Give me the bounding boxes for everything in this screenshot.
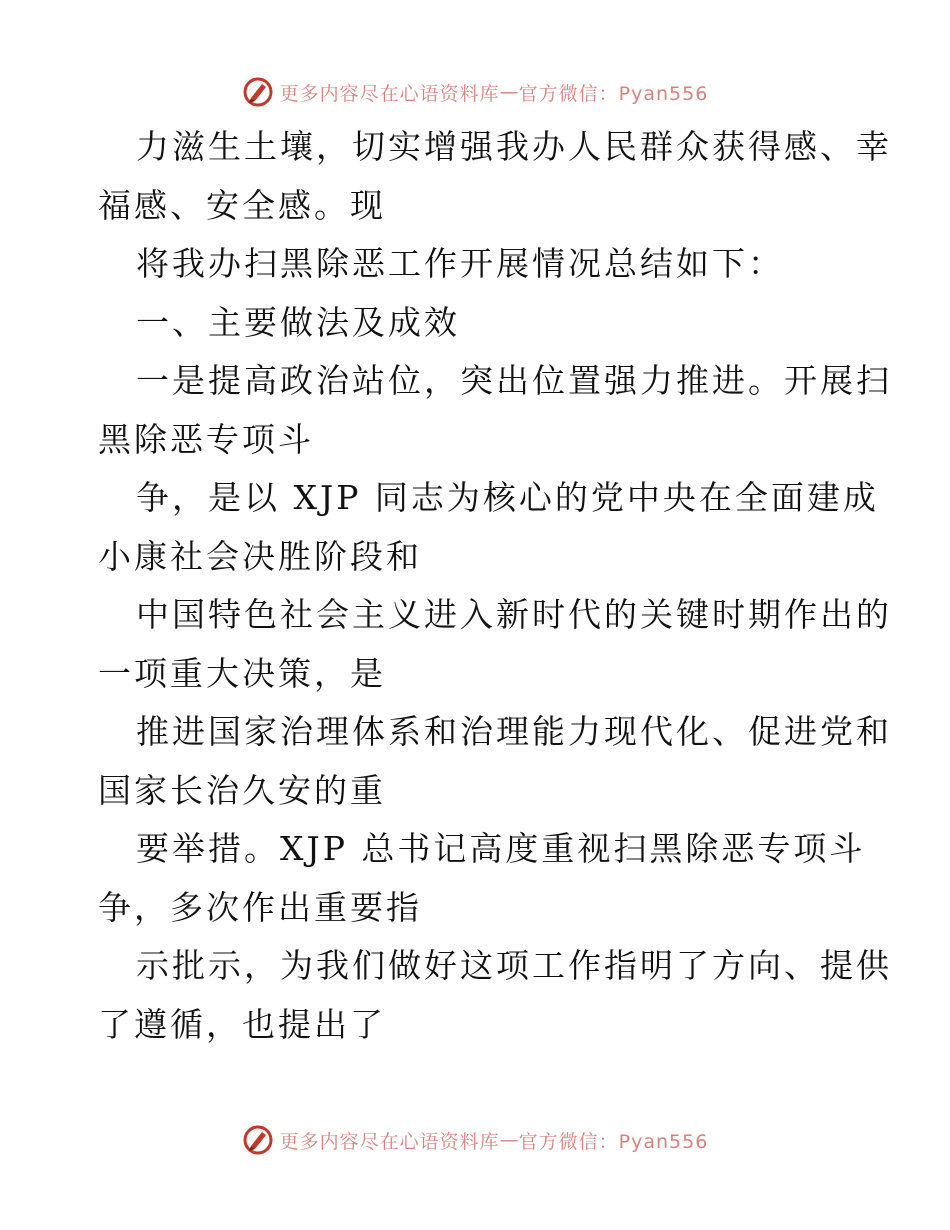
body-line: 小康社会决胜阶段和 [98, 536, 422, 576]
body-line: 争，是以 XJP 同志为核心的党中央在全面建成 [136, 478, 879, 517]
banner-separator: — [499, 1129, 519, 1151]
body-line: 一项重大决策，是 [98, 653, 386, 693]
footer-banner [0, 1120, 950, 1160]
body-line: 福感、安全感。现 [98, 185, 386, 225]
body-line: 了遵循，也提出了 [98, 1004, 386, 1044]
body-line: 一是提高政治站位，突出位置强力推进。开展扫 [136, 361, 892, 400]
body-line: 推进国家治理体系和治理能力现代化、促进党和 [136, 712, 892, 751]
header-banner [0, 72, 950, 112]
banner-wechat-text: 官方微信：Pyan556 [518, 1130, 709, 1153]
pen-logo-icon [242, 1124, 274, 1156]
body-line: 中国特色社会主义进入新时代的关键时期作出的 [136, 595, 892, 634]
body-line: 黑除恶专项斗 [98, 419, 314, 459]
body-line: 要举措。XJP 总书记高度重视扫黑除恶专项斗 [136, 829, 866, 868]
banner-site-text: 更多内容尽在心语资料库 [279, 1130, 500, 1153]
banner-separator: — [499, 81, 519, 103]
body-line: 国家长治久安的重 [98, 770, 386, 810]
pen-logo-icon [242, 76, 274, 108]
banner-wechat-text: 官方微信：Pyan556 [518, 82, 709, 105]
body-line: 将我办扫黑除恶工作开展情况总结如下： [136, 244, 784, 283]
body-line: 力滋生土壤，切实增强我办人民群众获得感、幸 [136, 127, 892, 166]
section-heading: 一、主要做法及成效 [136, 302, 460, 342]
document-body [98, 118, 892, 1054]
banner-site-text: 更多内容尽在心语资料库 [279, 82, 500, 105]
body-line: 争，多次作出重要指 [98, 887, 422, 927]
body-line: 示批示，为我们做好这项工作指明了方向、提供 [136, 946, 892, 985]
